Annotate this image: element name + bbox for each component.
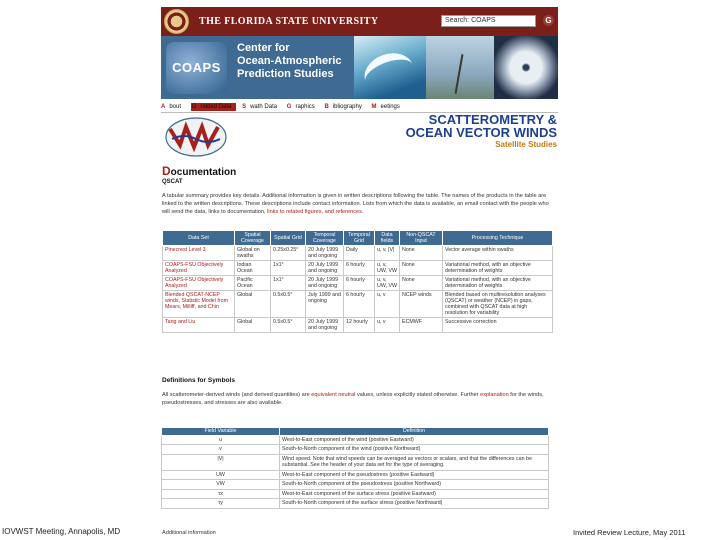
symbol-cell: UW — [162, 470, 280, 480]
additional-info-heading: Additional information — [162, 530, 216, 536]
table-row — [162, 499, 549, 509]
table-row — [162, 480, 549, 490]
svw-title-line2: OCEAN VECTOR WINDS — [405, 125, 557, 140]
table-cell: None — [400, 276, 443, 291]
search-input[interactable]: Search: COAPS — [441, 15, 536, 27]
svw-logo[interactable] — [164, 115, 228, 159]
fsu-header-bar — [161, 7, 558, 36]
nav-item-swath-data[interactable]: S wath Data — [242, 104, 278, 110]
table-header: Spatial Grid — [271, 231, 306, 246]
table-cell: u, v, UW, VW — [375, 261, 400, 276]
table-cell: u, v — [375, 318, 400, 333]
table-cell: 0.5x0.5° — [271, 318, 306, 333]
table-header: Field Variable — [162, 428, 280, 436]
coaps-name-line: Center for — [237, 42, 290, 54]
nav-item-bibliography[interactable]: B ibliography — [324, 104, 362, 110]
intro-paragraph: A tabular summary provides key details. Additional information is given in written descriptions following the table. The names of the products in the table are linked to the written descriptions. These descriptions include contact information. Lists from which the data is available, an email contact with the people who will send the data, links to documentation, links to related figures, and references. — [162, 193, 549, 215]
coaps-center-name — [237, 42, 342, 81]
definitions-heading: Definitions for Symbols — [162, 377, 235, 384]
nav-item-meetings[interactable]: M eetings — [371, 104, 400, 110]
nav-item-gridded-data[interactable]: G ridded Data — [191, 103, 237, 111]
symbol-cell: v — [162, 445, 280, 455]
dataset-link[interactable]: Pinecrest Level 3 — [163, 246, 235, 261]
definition-cell: Wind speed. Note that wind speeds can be averaged as vectors or scalars, and that the differences can be substantial. See the header of your data set for the type of averaging. — [280, 454, 549, 470]
table-row — [163, 276, 553, 291]
symbol-cell: VW — [162, 480, 280, 490]
table-header: Processing Technique — [443, 231, 553, 246]
definition-cell: South-to-North component of the wind (positive Northward) — [280, 445, 549, 455]
symbols-table — [161, 427, 549, 509]
table-cell: Variational method, with an objective determination of weights — [443, 261, 553, 276]
svw-title-line1: SCATTEROMETRY & — [428, 112, 557, 127]
table-cell: None — [400, 246, 443, 261]
table-cell: NCEP winds — [400, 291, 443, 318]
equivalent-neutral-link[interactable]: equivalent neutral — [311, 392, 356, 398]
table-header: Non-QSCAT Input — [400, 231, 443, 246]
table-cell: 20 July 1999 and ongoing — [306, 318, 344, 333]
table-cell: 6 hourly — [344, 276, 375, 291]
footer-lecture-label: Invited Review Lecture, May 2011 — [573, 528, 686, 537]
table-row — [163, 291, 553, 318]
table-row — [162, 489, 549, 499]
table-cell: 12 hourly — [344, 318, 375, 333]
data-sets-table — [162, 230, 553, 333]
symbol-cell: |V| — [162, 454, 280, 470]
table-cell: 6 hourly — [344, 261, 375, 276]
svw-title-line3: Satellite Studies — [495, 140, 557, 149]
dataset-link[interactable]: COAPS-FSU Objectively Analyzed — [163, 261, 235, 276]
coaps-name-line: Ocean-Atmospheric — [237, 55, 342, 67]
table-header: Spatial Coverage — [235, 231, 271, 246]
table-cell: July 1999 and ongoing — [306, 291, 344, 318]
search-go-button[interactable]: G — [543, 15, 554, 26]
table-header: Temporal Coverage — [306, 231, 344, 246]
table-row — [162, 454, 549, 470]
table-cell: Global — [235, 318, 271, 333]
palm-tree-image — [426, 36, 494, 99]
dataset-link[interactable]: Tang and Liu — [163, 318, 235, 333]
table-cell: u, v — [375, 291, 400, 318]
fsu-seal-logo[interactable] — [164, 9, 189, 34]
nav-item-graphics[interactable]: G raphics — [286, 104, 315, 110]
symbol-cell: τy — [162, 499, 280, 509]
table-header: Data Set — [163, 231, 235, 246]
related-links-link[interactable]: links to related figures, and references — [267, 209, 362, 215]
webpage — [161, 7, 558, 540]
table-cell: ECMWF — [400, 318, 443, 333]
page-title: Documentation — [162, 164, 237, 178]
definition-cell: West-to-East component of the wind (positive Eastward) — [280, 435, 549, 445]
university-title[interactable]: THE FLORIDA STATE UNIVERSITY — [199, 16, 379, 27]
table-cell: Global — [235, 291, 271, 318]
table-cell: 20 July 1999 and ongoing — [306, 246, 344, 261]
table-cell: None — [400, 261, 443, 276]
symbol-cell: τx — [162, 489, 280, 499]
table-header: Temporal Grid — [344, 231, 375, 246]
table-header: Data fields — [375, 231, 400, 246]
definition-cell: West-to-East component of the surface stress (positive Eastward) — [280, 489, 549, 499]
definition-cell: South-to-North component of the surface stress (positive Northward) — [280, 499, 549, 509]
dataset-link[interactable]: COAPS-FSU Objectively Analyzed — [163, 276, 235, 291]
coaps-name-line: Prediction Studies — [237, 68, 334, 80]
table-cell: 1x1° — [271, 261, 306, 276]
footer-meeting-label: IOVWST Meeting, Annapolis, MD — [2, 527, 121, 536]
page-subtitle: QSCAT — [162, 179, 183, 185]
dataset-link[interactable]: Blended QSCAT-NCEP winds, Statistic Model from Mears, Milliff, and Chin — [163, 291, 235, 318]
definition-cell: West-to-East component of the pseudostress (positive Eastward) — [280, 470, 549, 480]
table-cell: Daily — [344, 246, 375, 261]
nav-item-about[interactable]: A bout — [161, 104, 182, 110]
ocean-wave-image — [354, 36, 426, 99]
table-row — [163, 246, 553, 261]
coaps-logo[interactable]: COAPS — [166, 42, 227, 94]
table-cell: 0.5x0.5° — [271, 291, 306, 318]
definition-cell: South-to-North component of the pseudostress (positive Northward) — [280, 480, 549, 490]
table-cell: u, v, UW, VW — [375, 276, 400, 291]
svw-title — [359, 113, 557, 150]
table-row — [162, 435, 549, 445]
coaps-banner — [161, 36, 558, 99]
table-cell: Indian Ocean — [235, 261, 271, 276]
table-row — [162, 445, 549, 455]
table-row — [162, 470, 549, 480]
table-cell: 1x1° — [271, 276, 306, 291]
explanation-link[interactable]: explanation — [480, 392, 509, 398]
table-row — [163, 318, 553, 333]
table-cell: Pacific Ocean — [235, 276, 271, 291]
table-cell: u, v, |V| — [375, 246, 400, 261]
symbol-cell: u — [162, 435, 280, 445]
main-nav — [161, 103, 408, 111]
table-cell: Variational method, with an objective determination of weights — [443, 276, 553, 291]
table-cell: Vector average within swaths — [443, 246, 553, 261]
table-cell: 6 hourly — [344, 291, 375, 318]
table-cell: Blended based on multiresolution analyses (QSCAT) or weather (NCEP) in gaps, combined with QSCAT data at high resolution for variability — [443, 291, 553, 318]
table-cell: 20 July 1999 and ongoing — [306, 261, 344, 276]
table-cell: 20 July 1999 and ongoing — [306, 276, 344, 291]
definitions-paragraph: All scatterometer-derived winds (and derived quantities) are equivalent neutral values, unless explicitly stated otherwise. Further explanation for the winds, pseudostresses, and stresses are also available. — [162, 392, 544, 406]
table-row — [163, 261, 553, 276]
table-cell: Successive correction — [443, 318, 553, 333]
table-header: Definition — [280, 428, 549, 436]
table-cell: Global on swaths — [235, 246, 271, 261]
table-cell: 0.25x0.25° — [271, 246, 306, 261]
hurricane-satellite-image — [494, 36, 558, 99]
